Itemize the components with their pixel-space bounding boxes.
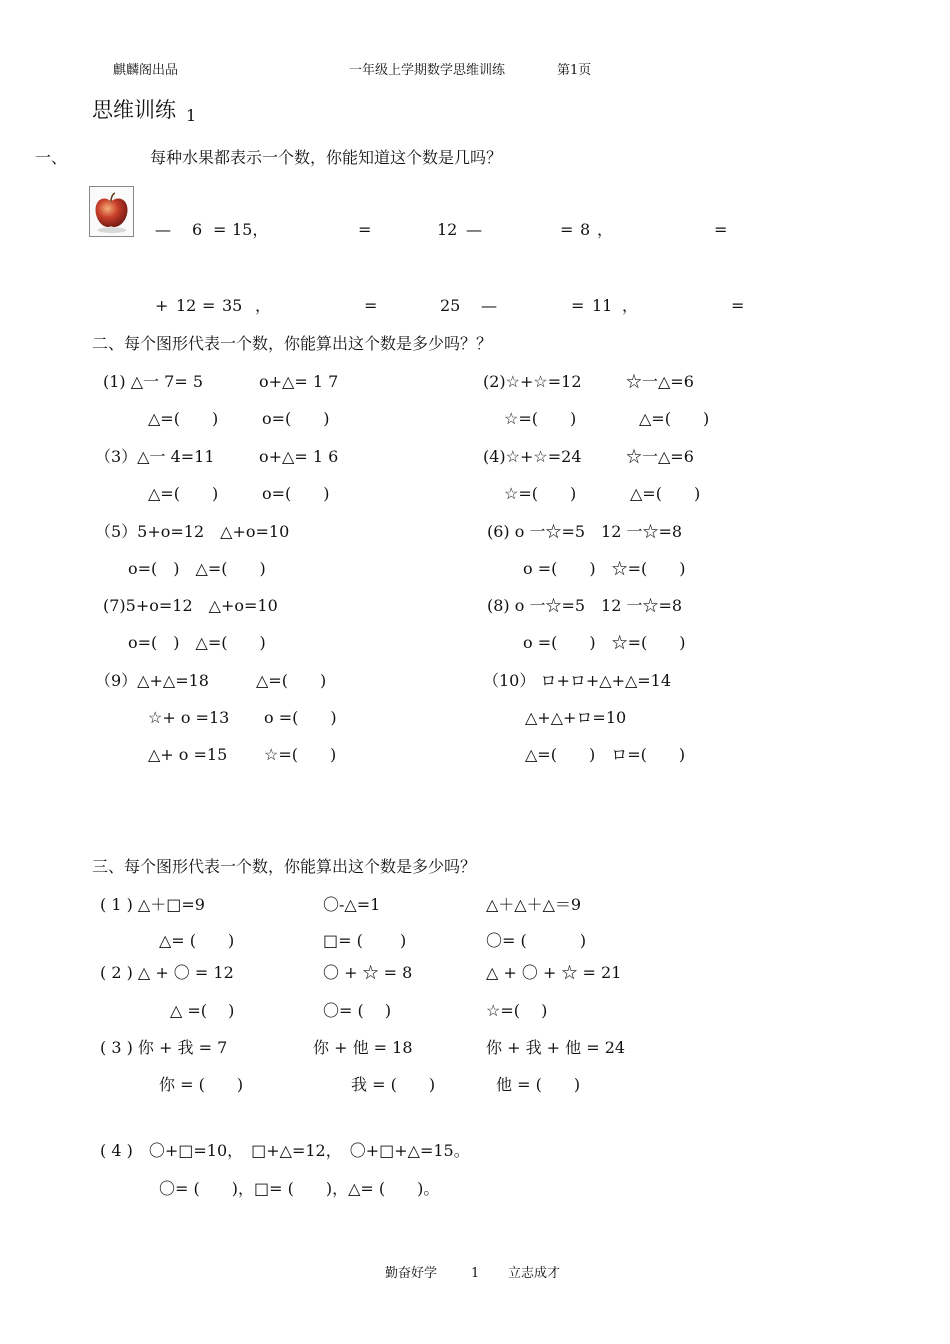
s1-row1-token: = (714, 220, 728, 239)
s1-row2-token: = (571, 296, 585, 315)
header-page-label: 第1页 (557, 63, 592, 78)
s2-line: △+ o =15 (148, 745, 228, 764)
s2-line: ☆一△=6 (626, 447, 694, 466)
s3-line: 〇= ( ) (486, 931, 587, 950)
s1-row2-token: = (364, 296, 378, 315)
s2-line: o=( ) △=( ) (128, 633, 266, 652)
s3-line: △= ( ) (159, 931, 235, 950)
section2-title: 二、每个图形代表一个数，你能算出这个数是多少吗？？ (92, 334, 493, 353)
s3-line: △ =( ) (170, 1001, 235, 1020)
s1-row1-token: 12 (437, 220, 458, 239)
s3-line: 〇= ( )，□= ( )，△= ( )。 (159, 1179, 440, 1198)
s3-line: △＋△＋△＝9 (486, 895, 582, 914)
section1-instruction: 每种水果都表示一个数，你能知道这个数是几吗？ (150, 148, 503, 167)
s3-line: 〇= ( ) (323, 1001, 392, 1020)
s1-row2-token: 35 (222, 296, 243, 315)
s1-row1-token: = (213, 220, 227, 239)
s2-line: （10） ロ+ロ+△+△=14 (483, 671, 672, 690)
s2-line: △=( ) (630, 484, 701, 503)
s2-line: ☆=( ) (504, 409, 577, 428)
s2-line: o+△= 1 6 (259, 447, 339, 466)
s1-row2-token: = (731, 296, 745, 315)
s2-line: o =( ) (264, 708, 337, 727)
s3-line: 我 = ( ) (351, 1075, 436, 1094)
s2-line: o =( ) ☆=( ) (523, 559, 686, 578)
s2-line: o+△= 1 7 (259, 372, 339, 391)
apple-image (89, 186, 134, 237)
s1-row2-token: + (155, 296, 169, 315)
s2-line: o=( ) △=( ) (128, 559, 266, 578)
s2-line: (1) △一 7= 5 (103, 372, 203, 391)
s1-row1-token: = (560, 220, 574, 239)
s2-line: ☆+ o =13 (148, 708, 230, 727)
s2-line: (2)☆+☆=12 (483, 372, 582, 391)
section1-number: 一、 (35, 148, 68, 167)
s1-row2-token: = (202, 296, 216, 315)
s2-line: o=( ) (262, 484, 330, 503)
s1-row1-token: = (358, 220, 372, 239)
s3-line: □= ( ) (323, 931, 407, 950)
section3-title: 三、每个图形代表一个数，你能算出这个数是多少吗？ (92, 857, 477, 876)
s2-line: ☆一△=6 (626, 372, 694, 391)
footer-right: 立志成才 (508, 1266, 561, 1281)
header-doc-title: 一年级上学期数学思维训练 (349, 63, 506, 78)
s1-row2-token: 11 (592, 296, 613, 315)
s1-row2-token: ， (255, 296, 272, 315)
s2-line: △+△+ロ=10 (525, 708, 627, 727)
s3-line: 你 + 他 = 18 (313, 1038, 413, 1057)
s2-line: △=( ) (256, 671, 327, 690)
s1-row1-token: — (466, 220, 482, 239)
s2-line: o =( ) ☆=( ) (523, 633, 686, 652)
s2-line: △=( ) (148, 409, 219, 428)
apple-icon (90, 187, 133, 236)
s2-line: (6) o 一☆=5 12 一☆=8 (487, 522, 683, 541)
s3-line: △ + 〇 + ☆ = 21 (486, 963, 622, 982)
s3-line: 你 + 我 + 他 = 24 (486, 1038, 626, 1057)
s2-line: △=( ) (639, 409, 710, 428)
s2-line: o=( ) (262, 409, 330, 428)
s3-line: ( 2 ) △ + 〇 = 12 (100, 963, 234, 982)
s1-row1-token: 6 (192, 220, 203, 239)
s1-row2-token: 12 (176, 296, 197, 315)
s2-line: （3）△一 4=11 (95, 447, 215, 466)
s3-line: 你 = ( ) (159, 1075, 244, 1094)
s1-row2-token: ， (622, 296, 639, 315)
s3-line: ( 1 ) △＋□=9 (100, 895, 205, 914)
s2-line: △=( ) ロ=( ) (525, 745, 686, 764)
s3-line: ☆=( ) (486, 1001, 548, 1020)
s1-row1-token: 15， (232, 220, 269, 239)
s1-row1-token: — (155, 220, 171, 239)
page-title: 思维训练 (92, 98, 176, 122)
s1-row1-token: 8 (580, 220, 591, 239)
s2-line: (4)☆+☆=24 (483, 447, 582, 466)
footer-left: 勤奋好学 (385, 1266, 438, 1281)
header-publisher: 麒麟阁出品 (113, 63, 179, 78)
s2-line: (8) o 一☆=5 12 一☆=8 (487, 596, 683, 615)
s3-line: 〇 + ☆ = 8 (323, 963, 413, 982)
page-title-number: 1 (186, 106, 197, 125)
s3-line: 〇-△=1 (323, 895, 381, 914)
footer-page-number: 1 (471, 1266, 480, 1281)
s2-line: △=( ) (148, 484, 219, 503)
s1-row1-token: ， (597, 220, 614, 239)
s3-line: ( 4 ) 〇+□=10， □+△=12， 〇+□+△=15。 (100, 1141, 470, 1160)
s2-line: （5）5+o=12 △+o=10 (95, 522, 290, 541)
s2-line: (7)5+o=12 △+o=10 (103, 596, 278, 615)
s2-line: ☆=( ) (264, 745, 337, 764)
s2-line: （9）△+△=18 (95, 671, 209, 690)
s3-line: ( 3 ) 你 + 我 = 7 (100, 1038, 228, 1057)
s3-line: 他 = ( ) (496, 1075, 581, 1094)
s1-row2-token: — (481, 296, 497, 315)
s1-row2-token: 25 (440, 296, 461, 315)
s2-line: ☆=( ) (504, 484, 577, 503)
